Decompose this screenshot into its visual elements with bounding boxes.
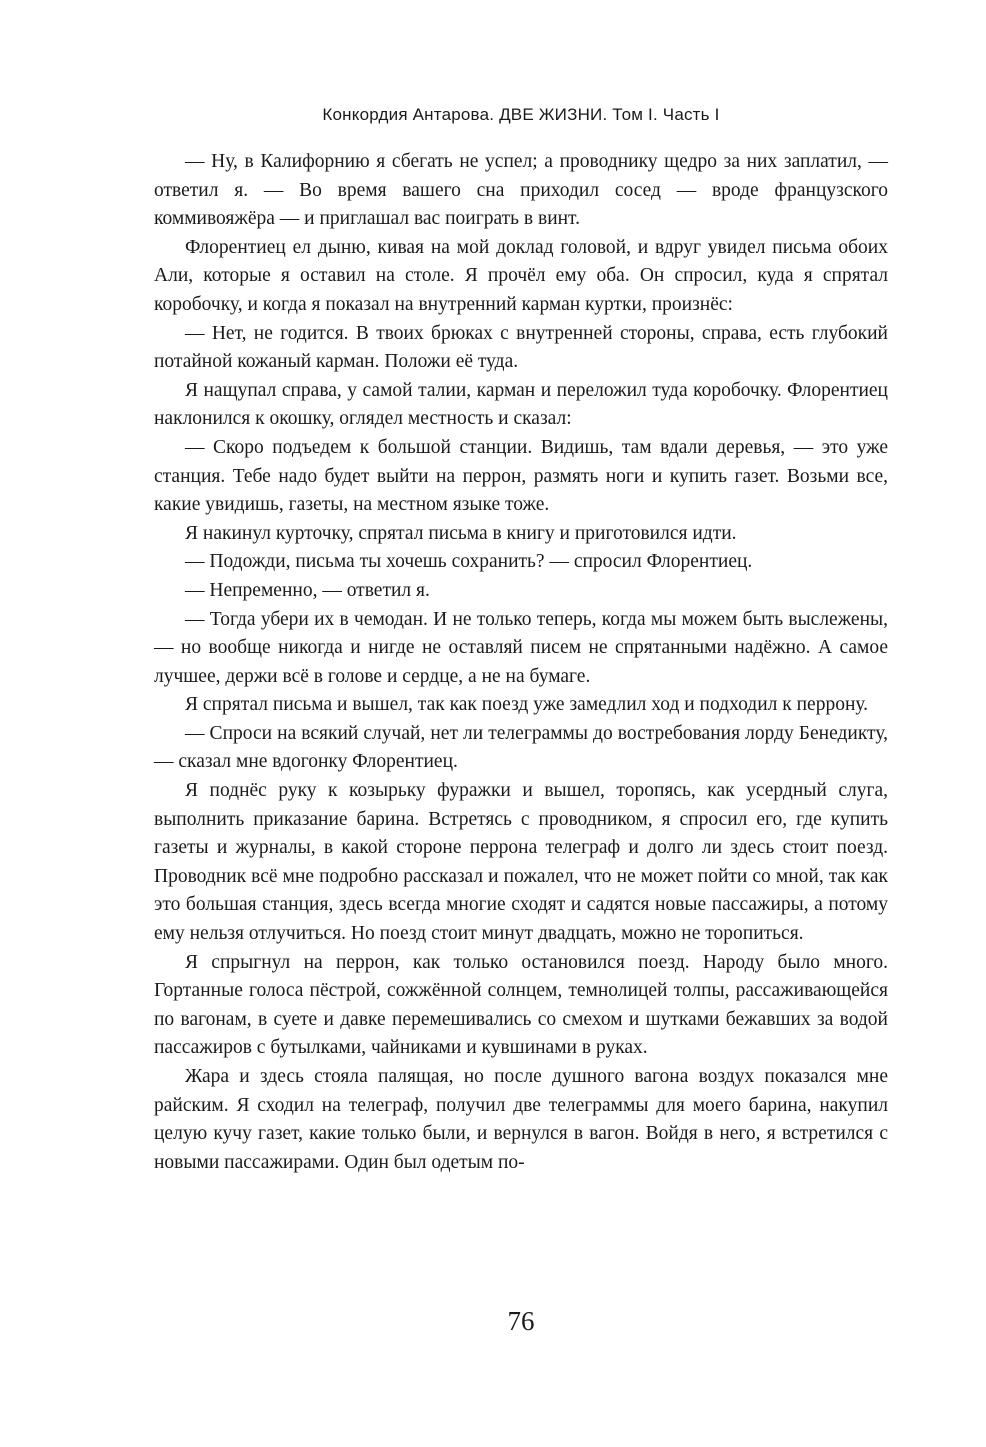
paragraph: — Скоро подъедем к большой станции. Видишь, там вдали деревья, — это уже станция. Тебе надо будет выйти на перрон, размять ноги и купить газет. Возьми все, какие увидишь, газеты, на местном языке тоже.: [154, 436, 888, 516]
paragraph: Я нащупал справа, у самой талии, карман и переложил туда коробочку. Флорентиец наклонился к окошку, оглядел местность и сказал:: [154, 379, 888, 430]
running-head: Конкордия Антарова. ДВЕ ЖИЗНИ. Том I. Часть I: [322, 105, 720, 124]
paragraph: — Спроси на всякий случай, нет ли телеграммы до востребования лорду Бенедикту, — сказал мне вдогонку Флорентиец.: [154, 722, 888, 773]
paragraph: — Ну, в Калифорнию я сбегать не успел; а проводнику щедро за них заплатил, — ответил я. — Во время вашего сна приходил сосед — вроде французского коммивояжёра — и приглашал вас поиграть в винт.: [154, 151, 888, 230]
paragraph: Жара и здесь стояла палящая, но после душного вагона воздух показался мне райским. Я сходил на телеграф, получил две телеграммы для моего барина, накупил целую кучу газет, какие только были, и вернулся в вагон. Войдя в него, я встретился с новыми пассажирами. Один был одетым по-: [154, 1066, 888, 1173]
paragraph: Флорентиец ел дыню, кивая на мой доклад головой, и вдруг увидел письма обоих Али, которые я оставил на столе. Я прочёл ему оба. Он спросил, куда я спрятал коробочку, и когда я показал на внутренний карман куртки, произнёс:: [154, 236, 888, 315]
paragraph: — Непременно, — ответил я.: [185, 579, 430, 601]
paragraph: Я поднёс руку к козырьку фуражки и вышел, торопясь, как усердный слуга, выполнить приказание барина. Встретясь с проводником, я спросил его, где купить газеты и журналы, в какой стороне перрона телеграф и долго ли здесь стоит поезд. Проводник всё мне подробно рассказал и пожалел, что не может пойти со мной, так как это большая станция, здесь всегда многие сходят и садятся новые пассажиры, а потому ему нельзя отлучиться. Но поезд стоит минут двадцать, можно не торопиться.: [154, 780, 888, 945]
paragraph: Я спрятал письма и вышел, так как поезд уже замедлил ход и подходил к перрону.: [185, 694, 869, 716]
paragraph: Я накинул курточку, спрятал письма в книгу и приготовился идти.: [185, 522, 737, 544]
page-number: 76: [507, 1306, 535, 1336]
paragraph: Я спрыгнул на перрон, как только остановился поезд. Народу было много. Гортанные голоса пёстрой, сожжённой солнцем, темнолицей толпы, рассаживающейся по вагонам, в суете и давке перемешивались со смехом и шутками бежавших за водой пассажиров с бутылками, чайниками и кувшинами в руках.: [154, 951, 888, 1059]
paragraph: — Тогда убери их в чемодан. И не только теперь, когда мы можем быть выслежены, — но вообще никогда и нигде не оставляй писем не спрятанными надёжно. А самое лучшее, держи всё в голове и сердце, а не на бумаге.: [154, 608, 888, 687]
paragraph: — Нет, не годится. В твоих брюках с внутренней стороны, справа, есть глубокий потайной кожаный карман. Положи её туда.: [154, 322, 888, 373]
body-text: [154, 148, 888, 1177]
paragraph: — Подожди, письма ты хочешь сохранить? — спросил Флорентиец.: [185, 551, 753, 573]
